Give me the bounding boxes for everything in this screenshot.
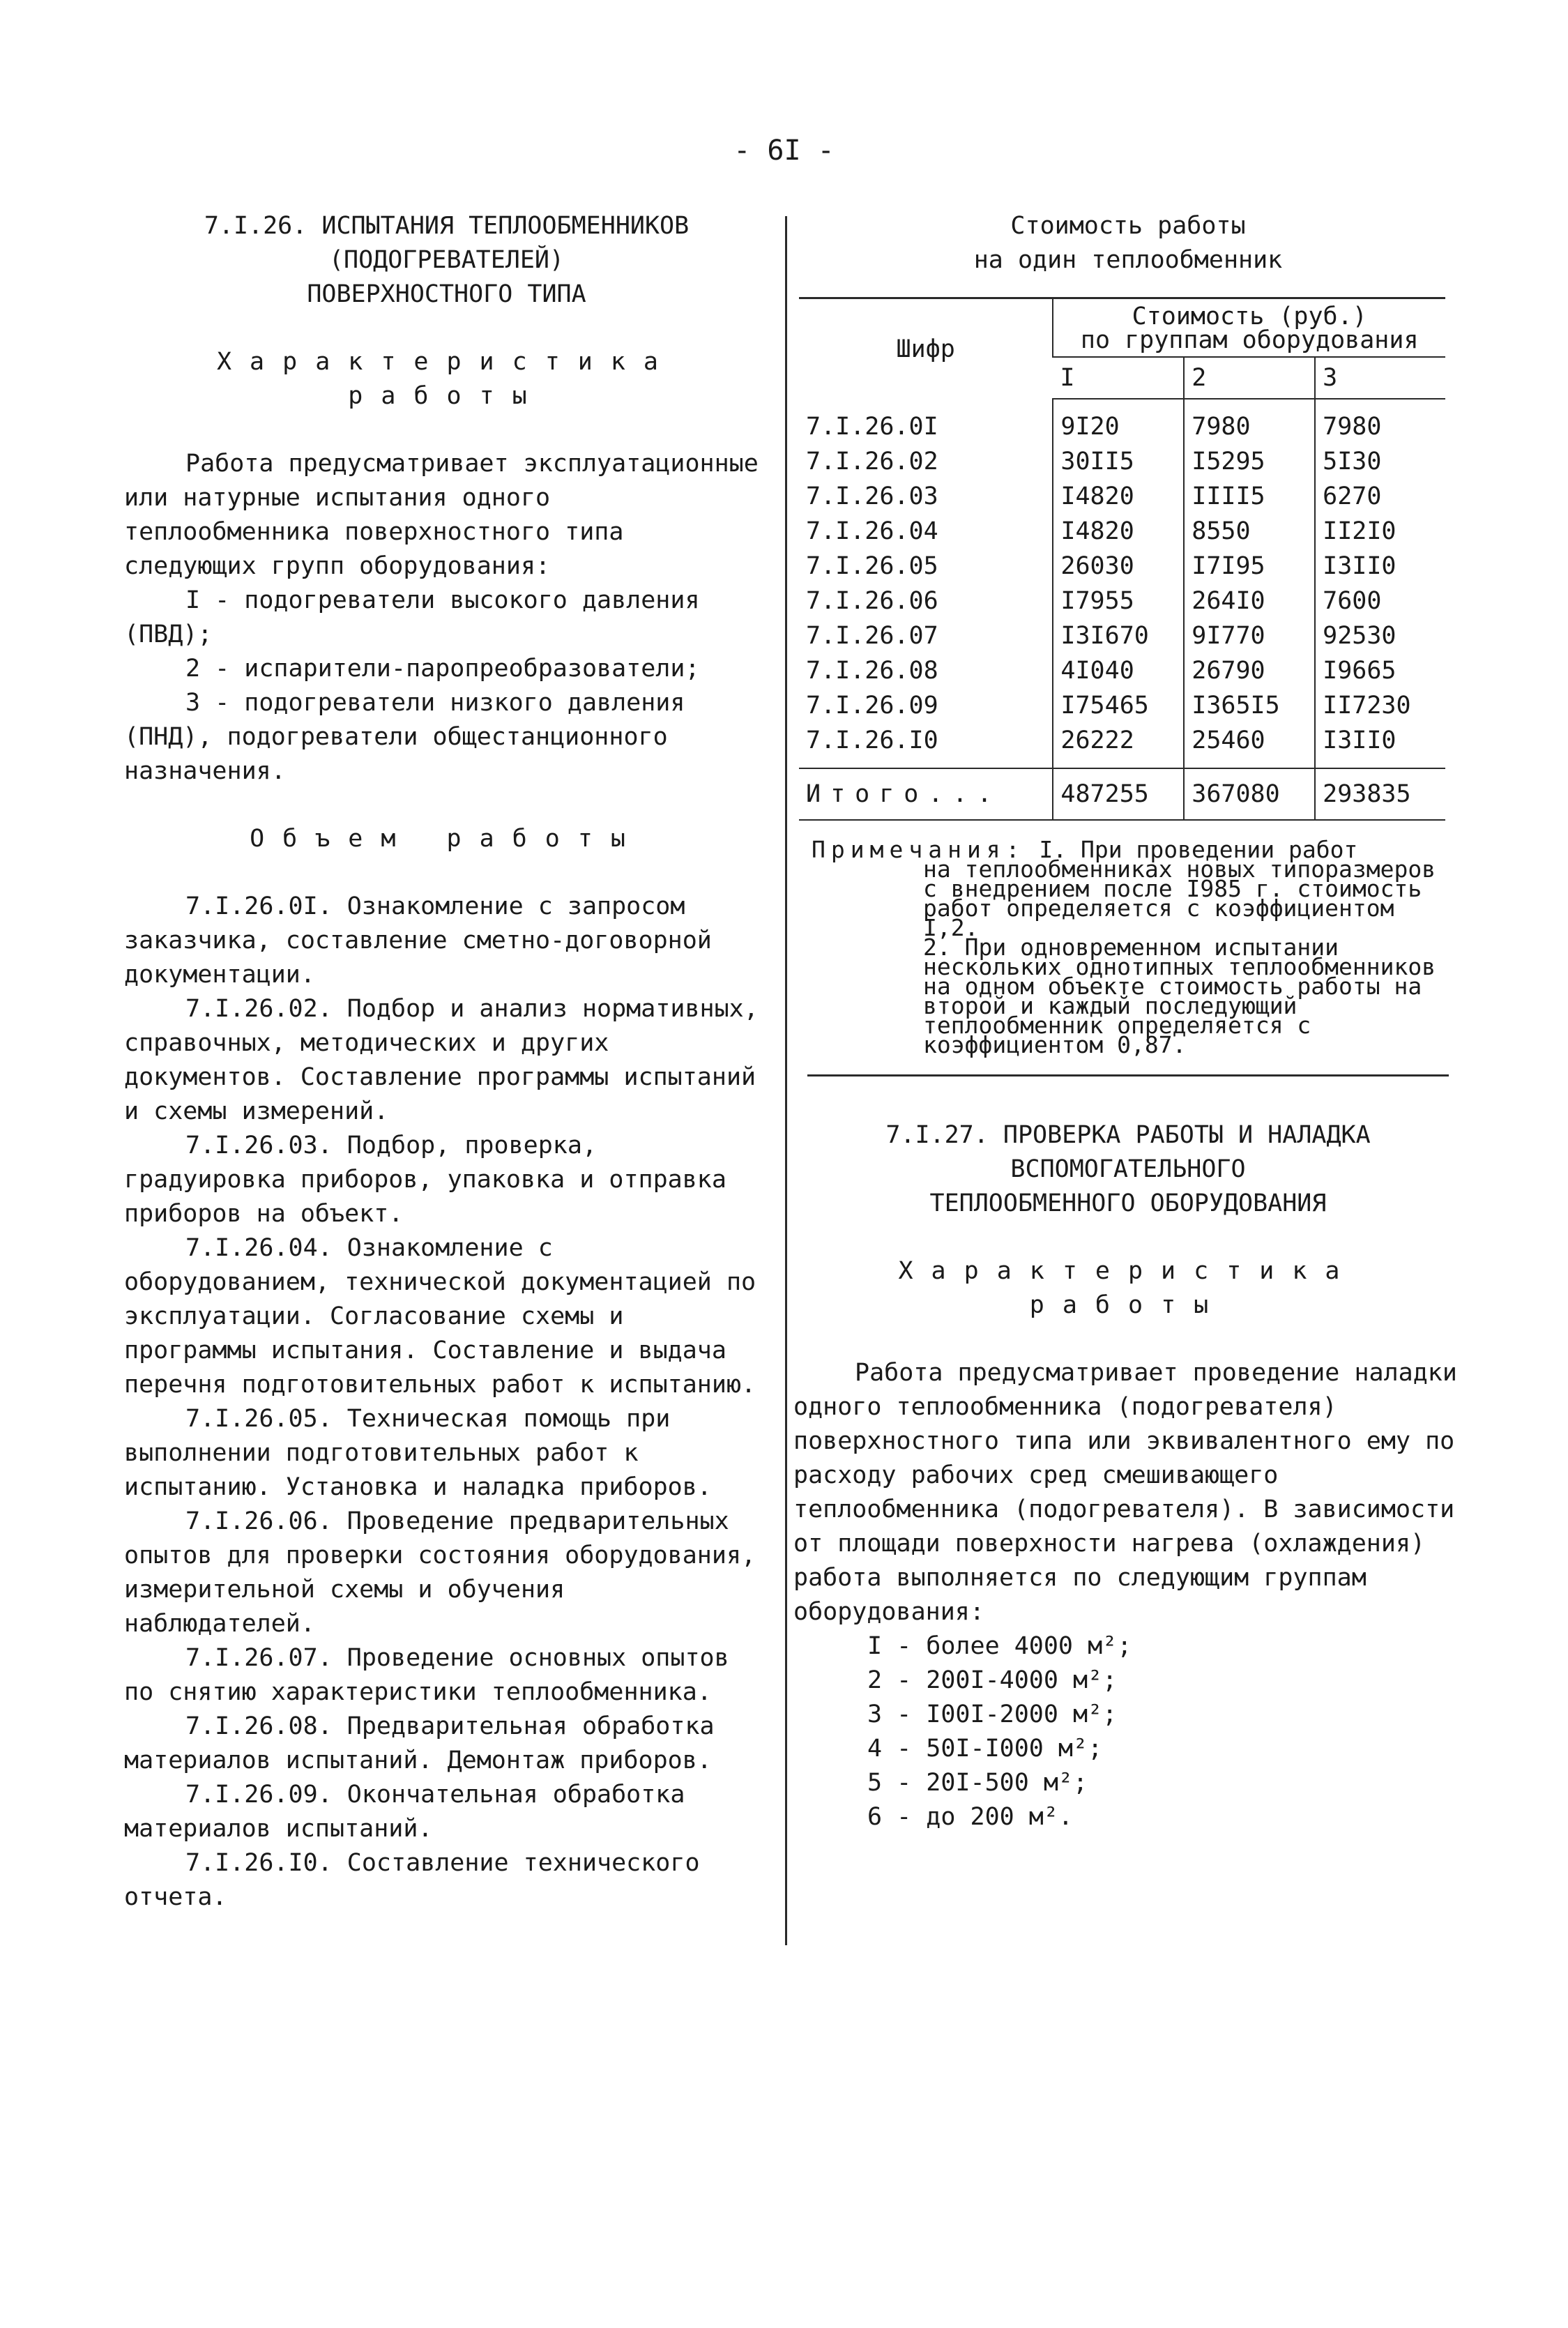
cell-value: 5I30 [1315,444,1445,479]
cell-value: 26222 [1053,723,1184,758]
cell-value: 25460 [1184,723,1315,758]
section-title-line: ВСПОМОГАТЕЛЬНОГО [1010,1155,1246,1183]
cell-value: I365I5 [1184,688,1315,723]
cell-value: II2I0 [1315,514,1445,549]
section-title-line: ПОВЕРХНОСТНОГО ТИПА [307,280,586,308]
section-title-line: ТЕПЛООБМЕННОГО ОБОРУДОВАНИЯ [929,1189,1327,1217]
characteristic-text: Работа предусматривает эксплуатационные или натурные испытания одного теплообменника поверхностного типа следующих групп оборудования: [124,450,759,580]
cell-value: 6270 [1315,479,1445,514]
cell-value: 30II5 [1053,444,1184,479]
cell-code: 7.I.26.04 [806,517,938,545]
heading-line: Характеристика [216,348,676,376]
cell-code: 7.I.26.06 [806,587,938,615]
characteristic-heading [124,345,769,413]
left-column [124,209,769,1915]
area-group-item: 3 - I00I-2000 м²; [867,1701,1118,1728]
header-group: 3 [1315,357,1445,399]
total-value: 487255 [1053,768,1184,820]
cell-code: 7.I.26.03 [806,482,938,510]
cell-value: 8550 [1184,514,1315,549]
cell-value: I3I670 [1053,618,1184,653]
cell-value: I7I95 [1184,549,1315,584]
cell-value: I7955 [1053,584,1184,618]
cell-value: 9I770 [1184,618,1315,653]
area-group-item: I - более 4000 м²; [867,1632,1132,1660]
cell-code: 7.I.26.05 [806,552,938,580]
cost-table [799,297,1445,821]
table-title-line: на один теплообменник [973,246,1283,274]
cell-value: I4820 [1053,479,1184,514]
cell-code: 7.I.26.I0 [806,726,938,754]
cell-value: I75465 [1053,688,1184,723]
header-code: Шифр [799,298,1053,400]
table-title [793,209,1463,277]
area-group-item: 4 - 50I-I000 м²; [867,1735,1103,1763]
group-item: 2 - испарители-паропреобразователи; [185,655,700,683]
work-item: 7.I.26.09. Окончательная обработка материалов испытаний. [124,1781,685,1843]
section-title-line: 7.I.26. ИСПЫТАНИЯ ТЕПЛООБМЕННИКОВ [204,212,690,240]
table-row [799,409,1445,444]
heading-line: работы [1029,1291,1227,1319]
total-label: Итого... [799,768,1053,820]
cell-code: 7.I.26.07 [806,622,938,650]
cell-value: I5295 [1184,444,1315,479]
group-item: 3 - подогреватели низкого давления (ПНД), подогреватели общестанционного назначения. [124,689,685,785]
header-group: 2 [1184,357,1315,399]
work-item: 7.I.26.07. Проведение основных опытов по снятию характеристики теплообменника. [124,1644,729,1706]
table-row [799,688,1445,723]
section-title-line: (ПОДОГРЕВАТЕЛЕЙ) [328,246,565,274]
cell-value: I4820 [1053,514,1184,549]
cell-value: 4I040 [1053,653,1184,688]
section-title-7-1-26 [124,209,769,312]
notes [793,836,1463,1058]
table-row [799,584,1445,618]
notes-label: Примечания: [812,836,1026,863]
volume-heading: Объем работы [250,825,644,853]
table-row [799,723,1445,758]
section-title-7-1-27 [793,1118,1463,1221]
table-row [799,444,1445,479]
note-2: 2. При одновременном испытании нескольких однотипных теплообменников на одном объекте стоимость работы на второй и каждый последующий теплообменник определяется с коэффициентом 0,87. [923,934,1436,1058]
cell-value: 26790 [1184,653,1315,688]
cell-value: 7600 [1315,584,1445,618]
work-item: 7.I.26.0I. Ознакомление с запросом заказчика, составление сметно-договорной документации. [124,892,712,989]
table-title-line: Стоимость работы [1010,212,1246,240]
cell-value: 92530 [1315,618,1445,653]
cell-value: IIII5 [1184,479,1315,514]
work-item: 7.I.26.02. Подбор и анализ нормативных, справочных, методических и других документов. Составление программы испытаний и схемы измерений. [124,995,759,1125]
header-cost-line: по группам оборудования [1080,326,1419,354]
heading-line: работы [348,382,545,410]
table-row [799,618,1445,653]
table-row [799,479,1445,514]
heading-line: Характеристика [898,1257,1358,1285]
cell-code: 7.I.26.0I [806,413,938,441]
table-row [799,514,1445,549]
area-group-item: 2 - 200I-4000 м²; [867,1666,1118,1694]
column-divider [785,216,787,1945]
characteristic-text-2: Работа предусматривает проведение наладки одного теплообменника (подогревателя) поверхностного типа или эквивалентного ему по расходу рабочих сред смешивающего теплообменника (подогревателя). В зависимости от площади поверхности нагрева (охлаждения) работа выполняется по следующим группам оборудования: [793,1359,1457,1626]
cell-value: 26030 [1053,549,1184,584]
note-1-rest: на теплообменниках новых типоразмеров с внедрением после I985 г. стоимость работ определяется с коэффициентом I,2. [923,855,1436,941]
area-group-item: 5 - 20I-500 м²; [867,1769,1088,1797]
note-1-start: I. При проведении работ [1039,836,1358,863]
group-item: I - подогреватели высокого давления (ПВД); [124,586,700,648]
cell-value: 7980 [1315,409,1445,444]
total-row [799,768,1445,820]
cell-code: 7.I.26.09 [806,692,938,720]
characteristic-heading-2 [793,1254,1463,1323]
cell-value: 7980 [1184,409,1315,444]
right-column [793,209,1463,1834]
table-row [799,549,1445,584]
header-cost-line: Стоимость (руб.) [1132,303,1367,330]
work-item: 7.I.26.03. Подбор, проверка, градуировка приборов, упаковка и отправка приборов на объект. [124,1132,726,1228]
cell-value: 9I20 [1053,409,1184,444]
header-cost [1053,298,1445,358]
work-item: 7.I.26.04. Ознакомление с оборудованием, технической документацией по эксплуатации. Согласование схемы и программы испытания. Составление и выдача перечня подготовительных работ к испытанию. [124,1234,756,1399]
total-value: 293835 [1315,768,1445,820]
work-item: 7.I.26.I0. Составление технического отчета. [124,1849,700,1911]
cell-code: 7.I.26.02 [806,448,938,476]
cell-value: I9665 [1315,653,1445,688]
table-row [799,653,1445,688]
cell-value: II7230 [1315,688,1445,723]
work-item: 7.I.26.05. Техническая помощь при выполнении подготовительных работ к испытанию. Установка и наладка приборов. [124,1405,712,1501]
header-group: I [1053,357,1184,399]
work-item: 7.I.26.06. Проведение предварительных опытов для проверки состояния оборудования, измерительной схемы и обучения наблюдателей. [124,1507,756,1638]
section-title-line: 7.I.27. ПРОВЕРКА РАБОТЫ И НАЛАДКА [885,1121,1371,1149]
cell-value: I3II0 [1315,723,1445,758]
cell-code: 7.I.26.08 [806,657,938,685]
cell-value: I3II0 [1315,549,1445,584]
area-group-item: 6 - до 200 м². [867,1803,1074,1831]
page-number: - 6I - [733,135,835,167]
work-item: 7.I.26.08. Предварительная обработка материалов испытаний. Демонтаж приборов. [124,1712,715,1774]
cell-value: 264I0 [1184,584,1315,618]
total-value: 367080 [1184,768,1315,820]
